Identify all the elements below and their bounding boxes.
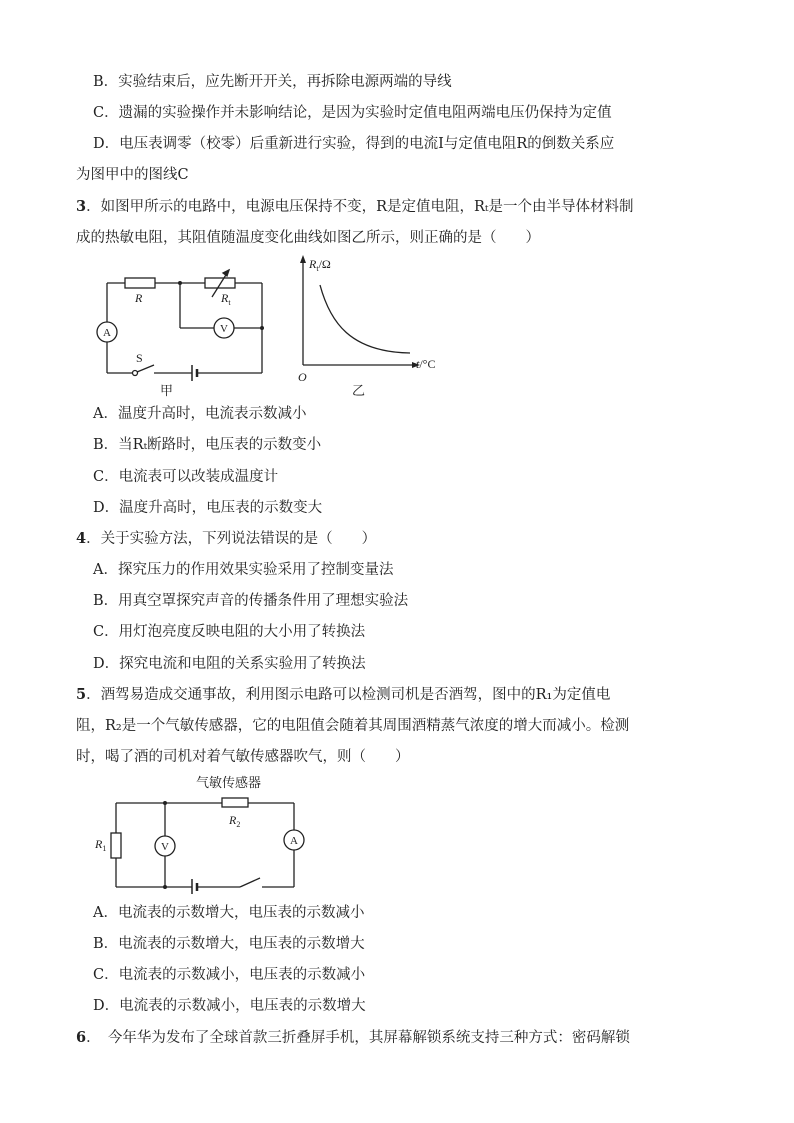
q2-option-d: D．电压表调零（校零）后重新进行实验，得到的电流I与定值电阻R的倒数关系应 xyxy=(93,136,615,152)
q2-option-c: C．遗漏的实验操作并未影响结论，是因为实验时定值电阻两端电压仍保持为定值 xyxy=(93,105,612,121)
label-v: V xyxy=(220,323,228,335)
label-v: V xyxy=(161,841,169,853)
gas-sensor-r2-icon xyxy=(222,798,248,807)
label-r2: $R_2$ xyxy=(229,813,241,829)
q6-stem xyxy=(76,1028,630,1048)
q5-stem-line3: 时，喝了酒的司机对着气敏传感器吹气，则（ ） xyxy=(76,749,410,765)
q3-stem-line2: 成的热敏电阻，其阻值随温度变化曲线如图乙所示，则正确的是（ ） xyxy=(76,230,540,246)
resistor-r-icon xyxy=(125,278,155,288)
origin-label: O xyxy=(298,370,307,384)
q3-stem-line1 xyxy=(76,197,634,217)
y-axis-label: $R_t/\Omega$ xyxy=(309,257,331,273)
q3-option-c: C．电流表可以改装成温度计 xyxy=(93,469,279,485)
q3-resistance-temperature-graph xyxy=(290,252,450,400)
caption-yi: 乙 xyxy=(352,383,366,398)
q2-option-d-cont: 为图甲中的图线C xyxy=(76,167,189,183)
q4-stem xyxy=(76,529,376,549)
q3-circuit-diagram xyxy=(90,262,280,402)
label-r1: $R_1$ xyxy=(95,837,107,853)
q5-stem-line2: 阻，R₂是一个气敏传感器，它的电阻值会随着其周围酒精蒸气浓度的增大而减小。检测 xyxy=(76,718,630,734)
q5-stem-text: ．酒驾易造成交通事故，利用图示电路可以检测司机是否酒驾，图中的R₁为定值电 xyxy=(86,687,611,703)
q4-option-c: C．用灯泡亮度反映电阻的大小用了转换法 xyxy=(93,624,366,640)
q5-stem-line1 xyxy=(76,685,610,705)
q2-option-b: B．实验结束后，应先断开开关，再拆除电源两端的导线 xyxy=(93,74,452,90)
q5-option-c: C．电流表的示数减小，电压表的示数减小 xyxy=(93,967,366,983)
gas-sensor-title: 气敏传感器 xyxy=(196,775,262,790)
label-rt: $R_t$ xyxy=(221,291,231,307)
q3-option-a: A．温度升高时，电流表示数减小 xyxy=(93,406,307,422)
q4-option-b: B．用真空罩探究声音的传播条件用了理想实验法 xyxy=(93,593,409,609)
rt-curve xyxy=(320,285,410,353)
x-axis-label: t/°C xyxy=(416,357,436,371)
label-s: S xyxy=(136,351,143,365)
thermistor-rt-icon xyxy=(205,278,235,288)
switch-icon xyxy=(133,371,138,376)
q5-option-d: D．电流表的示数减小，电压表的示数增大 xyxy=(93,998,366,1014)
label-a: A xyxy=(290,835,298,847)
resistor-r1-icon xyxy=(111,833,121,858)
label-r: R xyxy=(135,291,143,305)
q4-option-a: A．探究压力的作用效果实验采用了控制变量法 xyxy=(93,562,394,578)
q3-option-b: B．当Rₜ断路时，电压表的示数变小 xyxy=(93,437,322,453)
q6-stem-text: ． 今年华为发布了全球首款三折叠屏手机，其屏幕解锁系统支持三种方式：密码解锁 xyxy=(86,1030,630,1046)
switch-icon xyxy=(240,878,260,887)
q3-option-d: D．温度升高时，电压表的示数变大 xyxy=(93,500,323,516)
q4-number: 4 xyxy=(76,530,87,547)
label-a: A xyxy=(103,327,111,339)
q5-option-a: A．电流表的示数增大，电压表的示数减小 xyxy=(93,905,365,921)
caption-jia: 甲 xyxy=(160,383,174,398)
q3-number: 3 xyxy=(76,198,87,215)
q4-stem-text: ．关于实验方法，下列说法错误的是（ ） xyxy=(86,531,377,547)
q4-option-d: D．探究电流和电阻的关系实验用了转换法 xyxy=(93,656,366,672)
q5-option-b: B．电流表的示数增大，电压表的示数增大 xyxy=(93,936,365,952)
q5-number: 5 xyxy=(76,686,87,703)
q6-number: 6 xyxy=(76,1029,87,1046)
q5-circuit-diagram xyxy=(90,770,310,894)
q3-stem-text: ．如图甲所示的电路中，电源电压保持不变，R是定值电阻，Rₜ是一个由半导体材料制 xyxy=(86,199,634,215)
